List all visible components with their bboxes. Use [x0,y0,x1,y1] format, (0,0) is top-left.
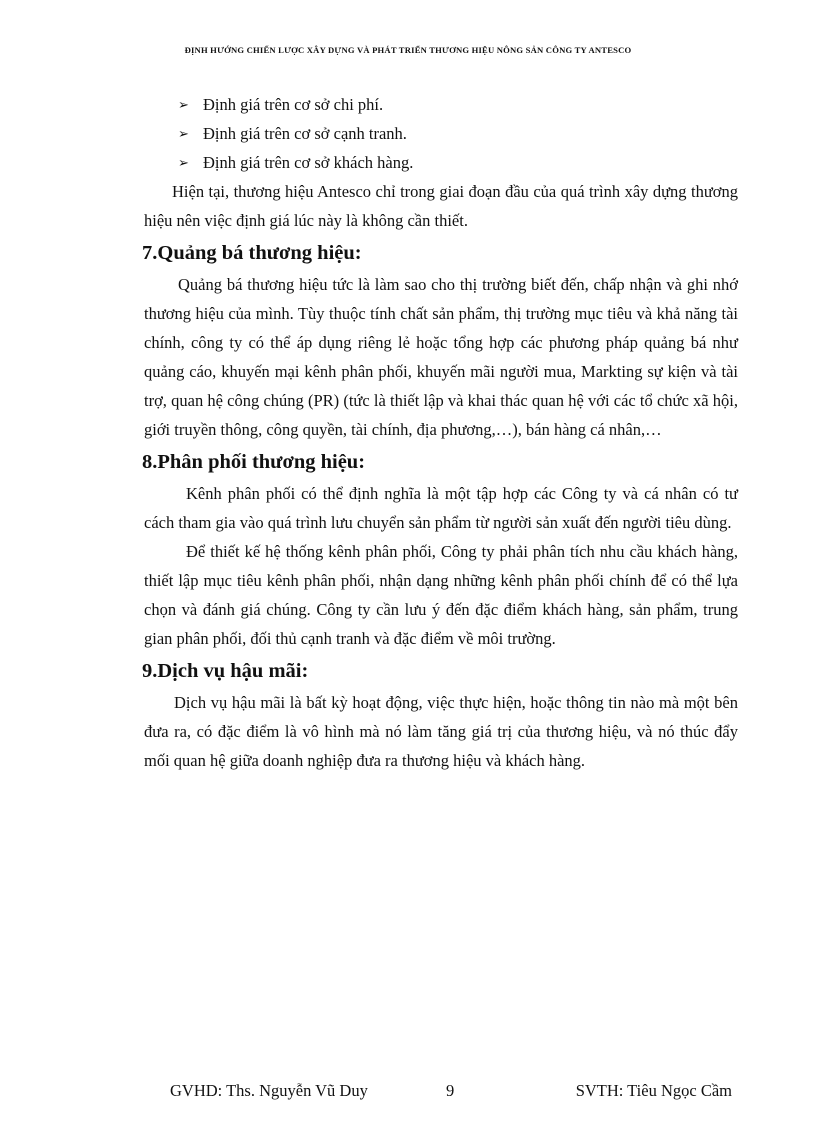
page-footer [170,1081,732,1105]
section-7-title: 7.Quảng bá thương hiệu: [142,242,362,264]
arrow-bullet-icon: ➢ [178,126,189,141]
arrow-bullet-icon: ➢ [178,97,189,112]
list-item-text: Định giá trên cơ sở cạnh tranh. [203,124,407,143]
list-item-text: Định giá trên cơ sở khách hàng. [203,153,414,172]
list-item [172,119,738,148]
footer-student: SVTH: Tiêu Ngọc Cầm [575,1081,732,1100]
pricing-paragraph: Hiện tại, thương hiệu Antesco chỉ trong giai đoạn đầu của quá trình xây dựng thương hiệu nên việc định giá lúc này là không cần thiết. [144,182,738,230]
page-number: 9 [446,1081,455,1100]
section-8-title: 8.Phân phối thương hiệu: [142,451,366,473]
footer-advisor: GVHD: Ths. Nguyễn Vũ Duy [170,1081,368,1100]
section-9-paragraph: Dịch vụ hậu mãi là bất kỳ hoạt động, việc thực hiện, hoặc thông tin nào mà một bên đưa ra, có đặc điểm là vô hình mà nó làm tăng giá trị của thương hiệu, và nó thúc đẩy mối quan hệ giữa doanh nghiệp đưa ra thương hiệu và khách hàng. [144,693,738,770]
running-header: ĐỊNH HƯỚNG CHIẾN LƯỢC XÂY DỰNG VÀ PHÁT TRIỂN THƯƠNG HIỆU NÔNG SẢN CÔNG TY ANTESCO [184,45,632,55]
section-7-paragraph: Quảng bá thương hiệu tức là làm sao cho thị trường biết đến, chấp nhận và ghi nhớ thương hiệu của mình. Tùy thuộc tính chất sản phẩm, thị trường mục tiêu và khả năng tài chính, công ty có thể áp dụng riêng lẻ hoặc tổng hợp các phương pháp quảng bá như quảng cáo, khuyến mại kênh phân phối, khuyến mãi người mua, Markting sự kiện và tài trợ, quan hệ công chúng (PR) (tức là thiết lập và khai thác quan hệ với các tổ chức xã hội, giới truyền thông, công quyền, tài chính, địa phương,…), bán hàng cá nhân,… [144,275,738,439]
list-item [172,148,738,177]
pricing-bullet-list [172,90,738,177]
arrow-bullet-icon: ➢ [178,155,189,170]
section-8-paragraph-2: Để thiết kế hệ thống kênh phân phối, Công ty phải phân tích nhu cầu khách hàng, thiết lập mục tiêu kênh phân phối, nhận dạng những kênh phân phối chính để có thể lựa chọn và đánh giá chúng. Công ty cần lưu ý đến đặc điểm khách hàng, sản phẩm, trung gian phân phối, đối thủ cạnh tranh và đặc điểm về môi trường. [144,542,738,648]
list-item-text: Định giá trên cơ sở chi phí. [203,95,384,114]
page-body [142,90,738,775]
section-8-paragraph-1: Kênh phân phối có thể định nghĩa là một tập hợp các Công ty và cá nhân có tư cách tham gia vào quá trình lưu chuyển sản phẩm từ người sản xuất đến người tiêu dùng. [144,484,738,532]
list-item [172,90,738,119]
section-9-title: 9.Dịch vụ hậu mãi: [142,660,309,682]
